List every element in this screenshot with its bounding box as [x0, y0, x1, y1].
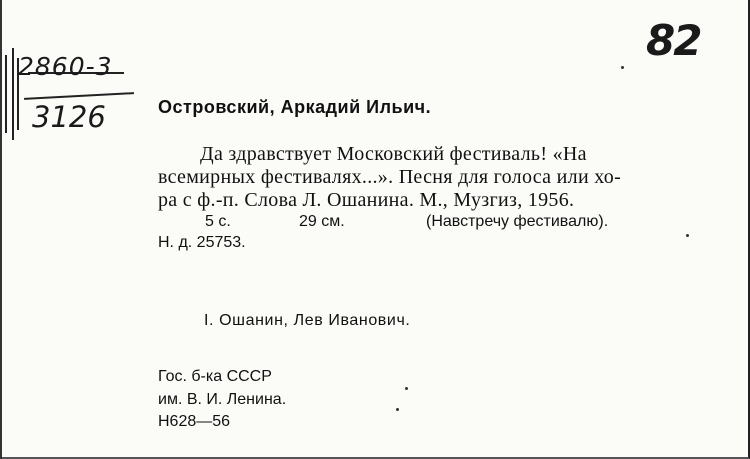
- call-number-top: 2860-3: [18, 52, 113, 81]
- handwritten-stroke: [5, 55, 7, 133]
- library-line-3: Н628—56: [158, 413, 231, 430]
- handwritten-stroke: [12, 48, 14, 140]
- title-line-3: ра с ф.-п. Слова Л. Ошанина. М., Музгиз, 1956.: [158, 189, 575, 211]
- call-number-bottom: 3126: [32, 100, 106, 134]
- author-heading: Островский, Аркадий Ильич.: [158, 97, 432, 117]
- series-note: (Навстречу фестивалю).: [426, 213, 609, 230]
- added-entry: I. Ошанин, Лев Иванович.: [204, 312, 411, 329]
- deposit-number: Н. д. 25753.: [158, 234, 246, 251]
- card-left-edge: [0, 0, 2, 459]
- card-number: 82: [646, 16, 701, 65]
- pages-count: 5 с.: [205, 213, 231, 230]
- speck: [405, 387, 408, 390]
- library-line-2: им. В. И. Ленина.: [158, 391, 287, 408]
- speck: [396, 408, 399, 411]
- title-line-2: всемирных фестивалях...». Песня для голоса или хо-: [158, 166, 622, 188]
- title-line-1: Да здравствует Московский фестиваль! «На: [200, 143, 587, 165]
- physical-size: 29 см.: [299, 213, 345, 230]
- speck: [686, 234, 689, 237]
- speck: [621, 66, 624, 69]
- handwritten-underline: [24, 92, 134, 100]
- library-line-1: Гос. б-ка СССР: [158, 368, 272, 385]
